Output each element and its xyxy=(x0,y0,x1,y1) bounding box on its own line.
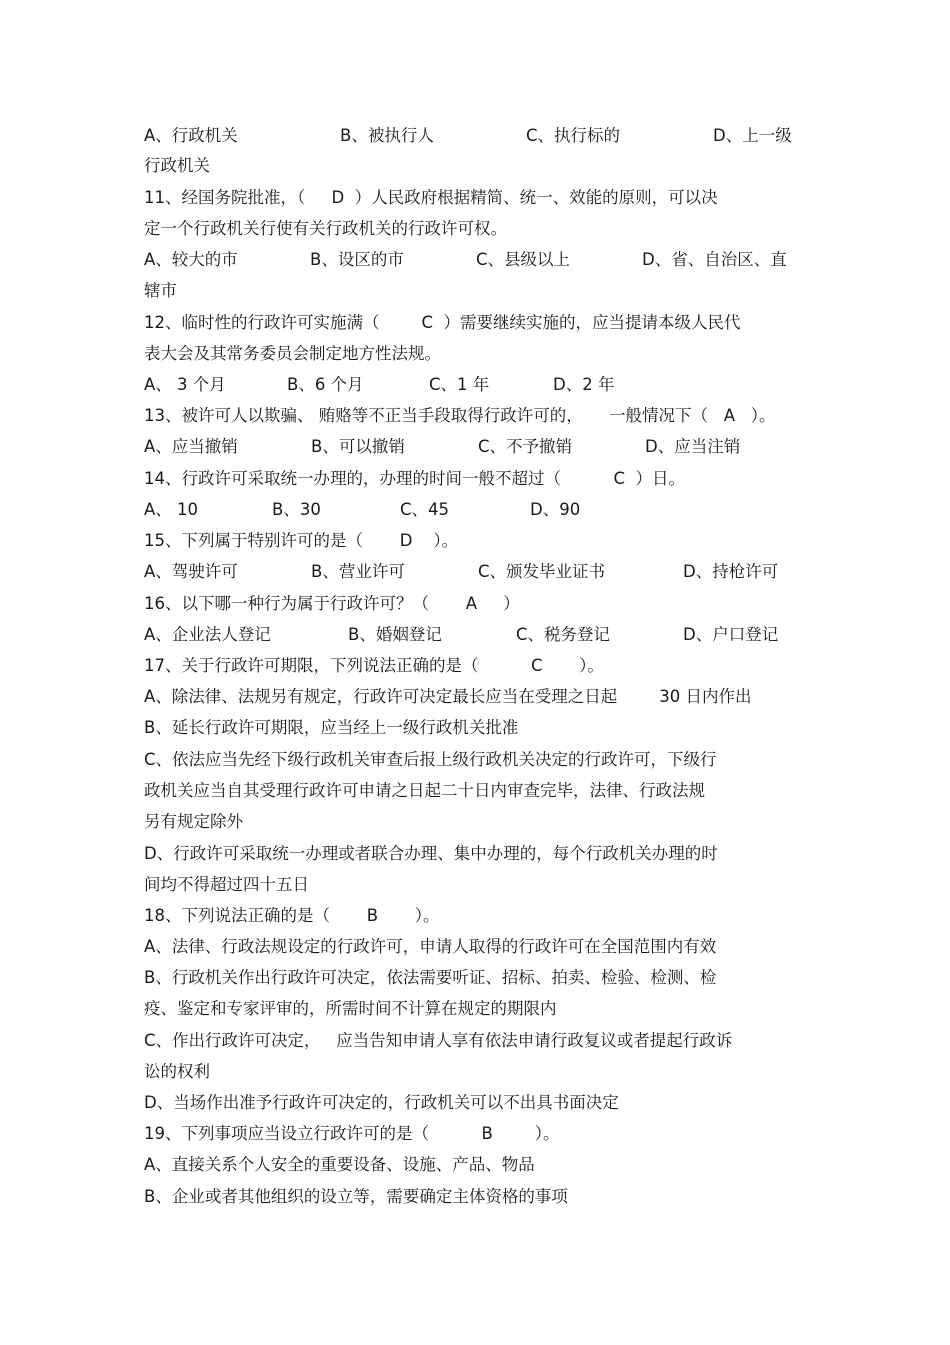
option-a: A、企业法人登记 xyxy=(144,625,271,644)
option-d: D、上一级 xyxy=(713,126,792,145)
option-a: A、应当撤销 xyxy=(144,437,238,456)
option-d: D、持枪许可 xyxy=(683,562,779,581)
text-line: 表大会及其常务委员会制定地方性法规。 xyxy=(144,344,441,363)
text-line: 行政机关 xyxy=(144,156,210,175)
option-b: B、营业许可 xyxy=(311,562,405,581)
text-line: 另有规定除外 xyxy=(144,812,243,831)
option-d: D、应当注销 xyxy=(645,437,741,456)
option-b: B、30 xyxy=(272,500,321,519)
option-d: D、省、自治区、直 xyxy=(642,250,787,269)
option-a: A、行政机关 xyxy=(144,126,238,145)
question-12: 12、临时性的行政许可实施满（ C ）需要继续实施的，应当提请本级人民代 xyxy=(144,313,741,332)
answer-option: B、行政机关作出行政许可决定，依法需要听证、招标、拍卖、检验、检测、检 xyxy=(144,968,717,987)
option-c: C、税务登记 xyxy=(516,625,611,644)
answer-option: B、企业或者其他组织的设立等，需要确定主体资格的事项 xyxy=(144,1187,568,1206)
question-11: 11、经国务院批准，（ D ）人民政府根据精简、统一、效能的原则，可以决 xyxy=(144,188,718,207)
option-a: A、 3 个月 xyxy=(144,375,226,394)
option-d: D、90 xyxy=(530,500,581,519)
answer-option: D、行政许可采取统一办理或者联合办理、集中办理的，每个行政机关办理的时 xyxy=(144,844,718,863)
text-line: 政机关应当自其受理行政许可申请之日起二十日内审查完毕，法律、行政法规 xyxy=(144,781,705,800)
option-b: B、6 个月 xyxy=(287,375,364,394)
text-line: 疫、鉴定和专家评审的，所需时间不计算在规定的期限内 xyxy=(144,999,557,1018)
option-c: C、45 xyxy=(400,500,450,519)
text-line: 定一个行政机关行使有关行政机关的行政许可权。 xyxy=(144,219,507,238)
answer-option: A、除法律、法规另有规定，行政许可决定最长应当在受理之日起 30 日内作出 xyxy=(144,687,752,706)
answer-option: D、当场作出准予行政许可决定的，行政机关可以不出具书面决定 xyxy=(144,1093,619,1112)
question-14: 14、行政许可采取统一办理的，办理的时间一般不超过（ C ）日。 xyxy=(144,469,685,488)
option-a: A、驾驶许可 xyxy=(144,562,238,581)
option-c: C、不予撤销 xyxy=(478,437,573,456)
question-13: 13、被许可人以欺骗、 贿赂等不正当手段取得行政许可的， 一般情况下（ A ）。 xyxy=(144,406,776,425)
option-c: C、颁发毕业证书 xyxy=(478,562,606,581)
question-15: 15、下列属于特别许可的是（ D ）。 xyxy=(144,531,459,550)
text-line: 辖市 xyxy=(144,281,177,300)
option-b: B、婚姻登记 xyxy=(348,625,442,644)
question-18: 18、下列说法正确的是（ B ）。 xyxy=(144,906,440,925)
option-a: A、 10 xyxy=(144,500,199,519)
option-b: B、可以撤销 xyxy=(311,437,405,456)
question-19: 19、下列事项应当设立行政许可的是（ B ）。 xyxy=(144,1124,560,1143)
option-c: C、执行标的 xyxy=(526,126,621,145)
question-16: 16、以下哪一种行为属于行政许可？（ A ） xyxy=(144,594,520,613)
option-a: A、较大的市 xyxy=(144,250,238,269)
answer-option: A、法律、行政法规设定的行政许可，申请人取得的行政许可在全国范围内有效 xyxy=(144,937,717,956)
answer-option: C、依法应当先经下级行政机关审查后报上级行政机关决定的行政许可，下级行 xyxy=(144,750,717,769)
answer-option: C、作出行政许可决定， 应当告知申请人享有依法申请行政复议或者提起行政诉 xyxy=(144,1031,733,1050)
text-line: 讼的权利 xyxy=(144,1062,210,1081)
option-c: C、县级以上 xyxy=(476,250,571,269)
option-d: D、户口登记 xyxy=(683,625,779,644)
option-b: B、设区的市 xyxy=(310,250,404,269)
answer-option: A、直接关系个人安全的重要设备、设施、产品、物品 xyxy=(144,1155,535,1174)
answer-option: B、延长行政许可期限，应当经上一级行政机关批准 xyxy=(144,718,519,737)
option-c: C、1 年 xyxy=(429,375,490,394)
question-17: 17、关于行政许可期限，下列说法正确的是（ C ）。 xyxy=(144,656,604,675)
option-d: D、2 年 xyxy=(553,375,615,394)
option-b: B、被执行人 xyxy=(340,126,434,145)
text-line: 间均不得超过四十五日 xyxy=(144,875,309,894)
